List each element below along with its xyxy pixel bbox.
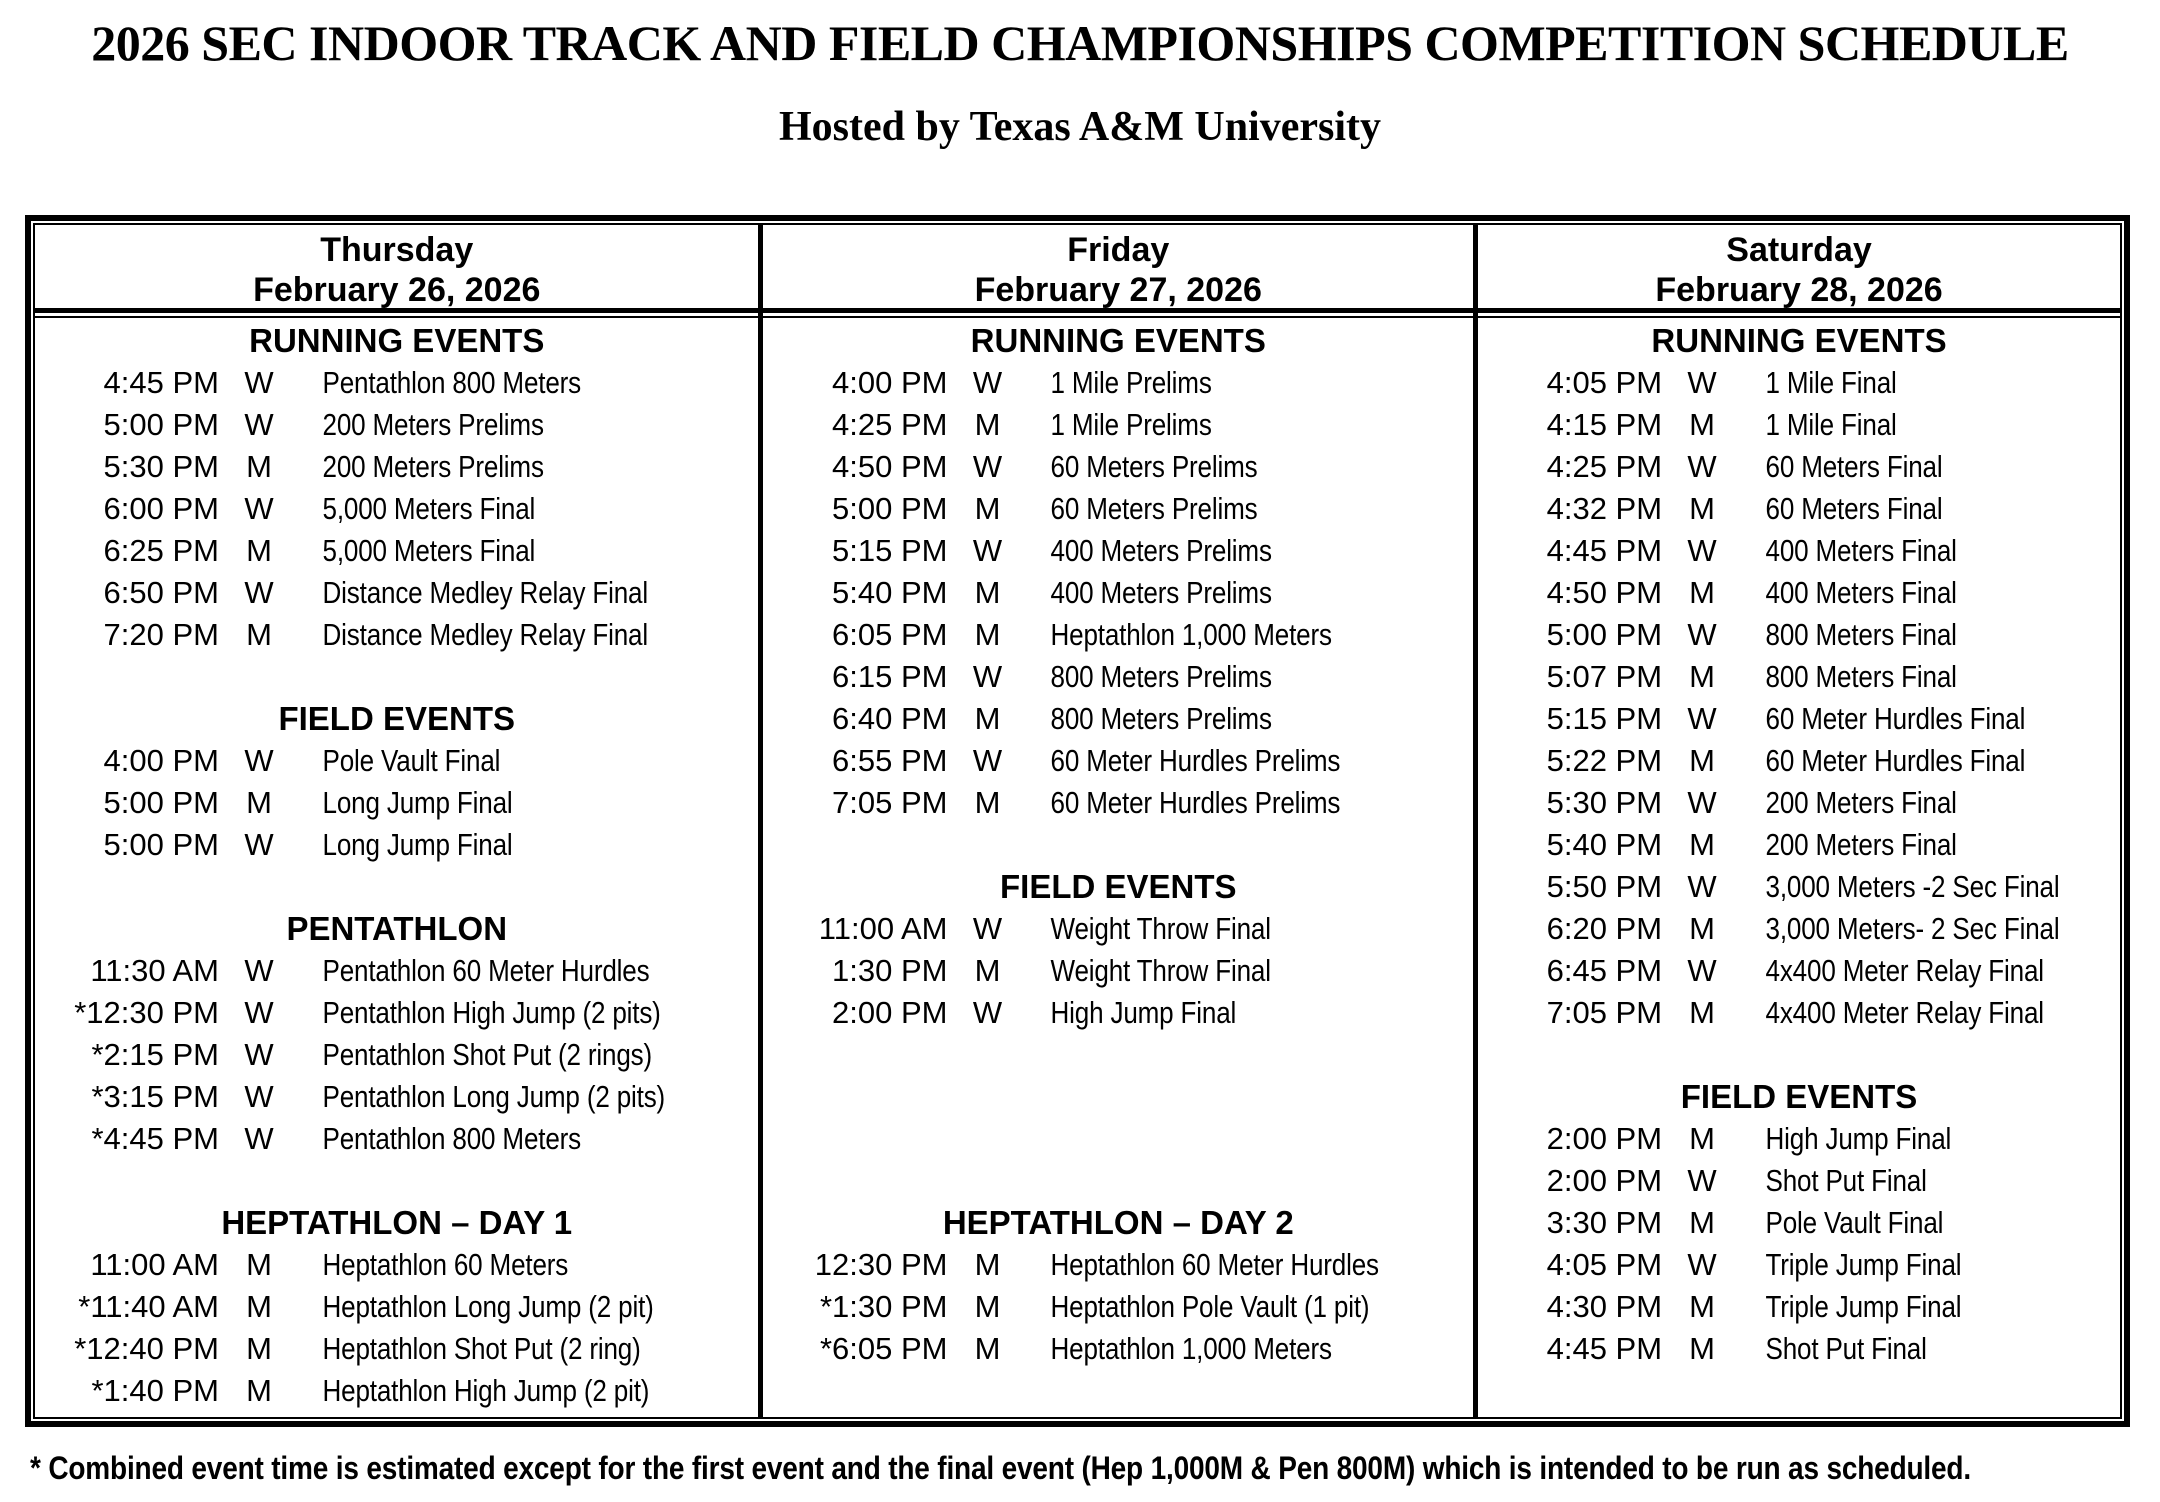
event-gender: M xyxy=(974,1247,1001,1282)
event-time: *11:40 AM xyxy=(78,1289,219,1324)
event-gender: W xyxy=(244,743,274,778)
event-row xyxy=(1478,404,2120,446)
event-time: *2:15 PM xyxy=(91,1037,219,1072)
event-row xyxy=(763,362,1473,404)
event-time: *12:40 PM xyxy=(74,1331,219,1366)
event-name: Triple Jump Final xyxy=(1765,1289,1962,1324)
event-gender: W xyxy=(1687,449,1717,484)
event-time: 2:00 PM xyxy=(832,995,948,1030)
event-name: Heptathlon 60 Meter Hurdles xyxy=(1051,1247,1380,1282)
event-row xyxy=(35,782,758,824)
event-name: 1 Mile Prelims xyxy=(1051,407,1213,442)
event-name: Heptathlon 60 Meters xyxy=(322,1247,569,1282)
event-name: 5,000 Meters Final xyxy=(322,533,536,568)
event-name: 200 Meters Final xyxy=(1765,785,1957,820)
event-row xyxy=(763,782,1473,824)
event-row xyxy=(1478,824,2120,866)
event-gender: W xyxy=(1687,533,1717,568)
event-row xyxy=(1478,656,2120,698)
event-time: 5:07 PM xyxy=(1546,659,1663,694)
event-time: 4:30 PM xyxy=(1546,1289,1663,1324)
event-name: 800 Meters Final xyxy=(1765,659,1957,694)
event-row xyxy=(35,1118,758,1160)
event-row xyxy=(1478,1286,2120,1328)
event-name: Long Jump Final xyxy=(322,785,513,820)
event-gender: M xyxy=(1689,1331,1715,1366)
event-time: 4:45 PM xyxy=(1546,1331,1663,1366)
event-row xyxy=(1478,950,2120,992)
event-row xyxy=(35,992,758,1034)
event-row xyxy=(1478,1328,2120,1370)
event-name: Long Jump Final xyxy=(322,827,513,862)
event-row xyxy=(35,1286,758,1328)
event-name: 60 Meter Hurdles Prelims xyxy=(1051,785,1341,820)
event-row xyxy=(35,362,758,404)
event-row xyxy=(763,1328,1473,1370)
event-row xyxy=(763,1286,1473,1328)
spacer xyxy=(763,1118,1473,1160)
event-gender: M xyxy=(1689,827,1715,862)
event-gender: M xyxy=(246,617,272,652)
event-gender: W xyxy=(972,995,1003,1030)
event-gender: W xyxy=(244,365,274,400)
event-name: 200 Meters Prelims xyxy=(322,449,544,484)
event-gender: W xyxy=(244,407,274,442)
event-row xyxy=(1478,698,2120,740)
event-time: 6:20 PM xyxy=(1546,911,1663,946)
event-gender: W xyxy=(1687,869,1717,904)
event-name: 60 Meter Hurdles Final xyxy=(1765,701,2026,736)
event-row xyxy=(35,446,758,488)
event-row xyxy=(1478,1244,2120,1286)
event-row xyxy=(35,740,758,782)
day-date: February 28, 2026 xyxy=(1655,271,1943,309)
event-time: *3:15 PM xyxy=(91,1079,219,1114)
event-row xyxy=(35,530,758,572)
event-name: Shot Put Final xyxy=(1765,1331,1927,1366)
event-time: 4:15 PM xyxy=(1546,407,1663,442)
section-heading: FIELD EVENTS xyxy=(1000,868,1237,905)
event-name: 4x400 Meter Relay Final xyxy=(1765,953,2044,988)
event-time: 5:00 PM xyxy=(103,827,219,862)
event-row xyxy=(763,488,1473,530)
event-row xyxy=(763,530,1473,572)
event-gender: M xyxy=(1689,743,1715,778)
event-gender: W xyxy=(1687,365,1717,400)
event-name: 60 Meters Final xyxy=(1765,449,1943,484)
event-gender: W xyxy=(972,533,1003,568)
event-name: 400 Meters Prelims xyxy=(1051,575,1273,610)
event-name: 60 Meter Hurdles Final xyxy=(1765,743,2026,778)
event-gender: W xyxy=(1687,701,1717,736)
event-gender: M xyxy=(1689,407,1715,442)
event-time: 5:30 PM xyxy=(1546,785,1663,820)
event-row xyxy=(1478,362,2120,404)
day-body xyxy=(35,316,758,1412)
event-row xyxy=(1478,1202,2120,1244)
day-body xyxy=(1478,316,2120,1370)
event-time: *12:30 PM xyxy=(74,995,219,1030)
event-row xyxy=(763,656,1473,698)
event-time: 5:00 PM xyxy=(832,491,948,526)
event-gender: W xyxy=(972,365,1003,400)
day-column-friday xyxy=(763,225,1478,1417)
spacer xyxy=(35,656,758,698)
spacer xyxy=(763,1034,1473,1076)
event-time: 4:00 PM xyxy=(832,365,948,400)
event-gender: M xyxy=(1689,995,1715,1030)
event-row xyxy=(763,992,1473,1034)
event-name: 4x400 Meter Relay Final xyxy=(1765,995,2044,1030)
event-name: Triple Jump Final xyxy=(1765,1247,1962,1282)
event-time: 4:05 PM xyxy=(1546,365,1663,400)
event-name: High Jump Final xyxy=(1765,1121,1952,1156)
event-name: 400 Meters Prelims xyxy=(1051,533,1273,568)
event-time: *1:40 PM xyxy=(91,1373,219,1408)
spacer xyxy=(763,1160,1473,1202)
day-name: Friday xyxy=(1067,231,1170,269)
event-gender: M xyxy=(1689,1121,1715,1156)
event-time: 4:32 PM xyxy=(1546,491,1663,526)
event-name: 400 Meters Final xyxy=(1765,575,1957,610)
event-name: High Jump Final xyxy=(1051,995,1237,1030)
event-row xyxy=(763,740,1473,782)
event-name: Heptathlon Long Jump (2 pit) xyxy=(322,1289,654,1324)
event-name: 800 Meters Prelims xyxy=(1051,659,1273,694)
event-time: 5:40 PM xyxy=(832,575,948,610)
event-time: 7:20 PM xyxy=(103,617,219,652)
event-gender: W xyxy=(972,743,1003,778)
event-row xyxy=(1478,992,2120,1034)
day-name: Saturday xyxy=(1726,231,1872,269)
event-gender: W xyxy=(244,491,274,526)
event-row xyxy=(763,698,1473,740)
event-row xyxy=(1478,908,2120,950)
section-heading: FIELD EVENTS xyxy=(1680,1078,1918,1115)
event-name: 400 Meters Final xyxy=(1765,533,1957,568)
event-name: Heptathlon Pole Vault (1 pit) xyxy=(1051,1289,1370,1324)
spacer xyxy=(763,824,1473,866)
section-heading: HEPTATHLON – DAY 1 xyxy=(221,1204,573,1241)
event-name: Pentathlon Long Jump (2 pits) xyxy=(322,1079,666,1114)
event-row xyxy=(1478,446,2120,488)
event-gender: W xyxy=(1687,785,1717,820)
event-gender: M xyxy=(246,1373,272,1408)
event-time: 5:15 PM xyxy=(832,533,948,568)
event-row xyxy=(35,1370,758,1412)
event-row xyxy=(763,1244,1473,1286)
event-row xyxy=(1478,572,2120,614)
event-row xyxy=(1478,782,2120,824)
event-row xyxy=(35,614,758,656)
event-name: 60 Meters Prelims xyxy=(1051,449,1258,484)
event-name: 200 Meters Final xyxy=(1765,827,1957,862)
event-gender: W xyxy=(244,575,274,610)
event-gender: M xyxy=(246,533,272,568)
section-heading: RUNNING EVENTS xyxy=(970,322,1266,359)
event-gender: M xyxy=(974,785,1001,820)
event-time: 11:00 AM xyxy=(90,1247,219,1282)
event-name: Pole Vault Final xyxy=(1765,1205,1944,1240)
event-gender: W xyxy=(244,827,274,862)
event-row xyxy=(1478,530,2120,572)
section-heading: HEPTATHLON – DAY 2 xyxy=(942,1204,1294,1241)
event-name: Pentathlon 60 Meter Hurdles xyxy=(322,953,650,988)
event-row xyxy=(763,404,1473,446)
event-time: 4:50 PM xyxy=(1546,575,1663,610)
event-time: 4:05 PM xyxy=(1546,1247,1663,1282)
event-name: 3,000 Meters- 2 Sec Final xyxy=(1765,911,2060,946)
event-row xyxy=(1478,1118,2120,1160)
event-row xyxy=(1478,866,2120,908)
event-gender: M xyxy=(974,407,1001,442)
event-time: 5:22 PM xyxy=(1546,743,1663,778)
event-gender: M xyxy=(246,449,272,484)
event-name: Weight Throw Final xyxy=(1051,911,1272,946)
event-gender: W xyxy=(244,1121,274,1156)
event-time: 6:25 PM xyxy=(103,533,219,568)
event-time: 2:00 PM xyxy=(1546,1163,1663,1198)
event-row xyxy=(35,824,758,866)
event-name: 800 Meters Final xyxy=(1765,617,1957,652)
event-name: 1 Mile Final xyxy=(1765,365,1897,400)
event-time: 5:00 PM xyxy=(103,407,219,442)
event-gender: M xyxy=(974,491,1001,526)
event-time: 6:45 PM xyxy=(1546,953,1663,988)
event-name: 3,000 Meters -2 Sec Final xyxy=(1765,869,2060,904)
event-name: Heptathlon Shot Put (2 ring) xyxy=(322,1331,641,1366)
event-gender: M xyxy=(246,1331,272,1366)
event-time: 6:00 PM xyxy=(103,491,219,526)
section-heading: PENTATHLON xyxy=(286,910,508,947)
event-time: 11:00 AM xyxy=(818,911,948,946)
event-time: 5:00 PM xyxy=(1546,617,1663,652)
event-time: 4:00 PM xyxy=(103,743,219,778)
event-name: 60 Meters Final xyxy=(1765,491,1943,526)
event-time: 5:40 PM xyxy=(1546,827,1663,862)
event-row xyxy=(35,404,758,446)
event-name: Heptathlon High Jump (2 pit) xyxy=(322,1373,650,1408)
event-time: 7:05 PM xyxy=(1546,995,1663,1030)
event-gender: M xyxy=(1689,1205,1715,1240)
event-gender: W xyxy=(1687,617,1717,652)
event-time: 4:45 PM xyxy=(103,365,219,400)
event-row xyxy=(35,1076,758,1118)
section-heading: RUNNING EVENTS xyxy=(1651,322,1947,359)
event-row xyxy=(35,572,758,614)
spacer xyxy=(35,1160,758,1202)
schedule-table xyxy=(25,215,2130,1427)
event-time: 6:50 PM xyxy=(103,575,219,610)
event-time: 6:40 PM xyxy=(832,701,948,736)
schedule-table-inner-frame xyxy=(33,223,2122,1419)
event-gender: W xyxy=(972,659,1003,694)
event-name: Pole Vault Final xyxy=(322,743,501,778)
event-row xyxy=(763,950,1473,992)
day-column-saturday xyxy=(1478,225,2120,1417)
spacer xyxy=(763,1076,1473,1118)
event-name: Pentathlon High Jump (2 pits) xyxy=(322,995,661,1030)
event-name: 800 Meters Prelims xyxy=(1051,701,1273,736)
event-name: Heptathlon 1,000 Meters xyxy=(1051,1331,1333,1366)
event-gender: W xyxy=(244,1079,274,1114)
day-column-thursday xyxy=(35,225,763,1417)
event-time: 3:30 PM xyxy=(1546,1205,1663,1240)
event-row xyxy=(1478,488,2120,530)
event-time: 5:15 PM xyxy=(1546,701,1663,736)
page-title: 2026 SEC INDOOR TRACK AND FIELD CHAMPIONSHIPS COMPETITION SCHEDULE xyxy=(91,15,2069,71)
event-gender: M xyxy=(246,785,272,820)
event-gender: M xyxy=(1689,659,1715,694)
event-row xyxy=(763,572,1473,614)
event-gender: M xyxy=(1689,911,1715,946)
section-heading: FIELD EVENTS xyxy=(278,700,515,737)
event-row xyxy=(1478,1160,2120,1202)
event-gender: M xyxy=(1689,491,1715,526)
event-gender: M xyxy=(974,953,1001,988)
event-name: 1 Mile Prelims xyxy=(1051,365,1213,400)
event-time: 12:30 PM xyxy=(814,1247,948,1282)
event-time: *6:05 PM xyxy=(819,1331,948,1366)
event-row xyxy=(35,1034,758,1076)
event-row xyxy=(35,488,758,530)
event-gender: M xyxy=(246,1289,272,1324)
event-gender: M xyxy=(1689,1289,1715,1324)
event-time: 2:00 PM xyxy=(1546,1121,1663,1156)
event-gender: M xyxy=(246,1247,272,1282)
spacer xyxy=(35,866,758,908)
event-name: Distance Medley Relay Final xyxy=(322,575,648,610)
day-body xyxy=(763,316,1473,1370)
day-date: February 27, 2026 xyxy=(974,271,1262,309)
event-time: *1:30 PM xyxy=(819,1289,948,1324)
event-name: 60 Meters Prelims xyxy=(1051,491,1258,526)
event-gender: M xyxy=(974,701,1001,736)
event-name: Weight Throw Final xyxy=(1051,953,1272,988)
event-time: 6:15 PM xyxy=(832,659,948,694)
event-name: Pentathlon 800 Meters xyxy=(322,365,582,400)
event-time: 7:05 PM xyxy=(832,785,948,820)
day-name: Thursday xyxy=(320,231,474,269)
event-time: 6:05 PM xyxy=(832,617,948,652)
footnote: * Combined event time is estimated except for the first event and the final event (Hep 1,000M & Pen 800M) which is intended to be run as scheduled. xyxy=(30,1450,1971,1486)
event-gender: M xyxy=(1689,575,1715,610)
event-gender: W xyxy=(1687,1163,1717,1198)
event-name: Distance Medley Relay Final xyxy=(322,617,648,652)
event-time: 11:30 AM xyxy=(90,953,219,988)
event-name: Pentathlon Shot Put (2 rings) xyxy=(322,1037,653,1072)
event-name: Shot Put Final xyxy=(1765,1163,1927,1198)
event-name: 200 Meters Prelims xyxy=(322,407,544,442)
section-heading: RUNNING EVENTS xyxy=(249,322,545,359)
spacer xyxy=(1478,1034,2120,1076)
day-date: February 26, 2026 xyxy=(253,271,541,309)
event-time: 4:45 PM xyxy=(1546,533,1663,568)
event-gender: M xyxy=(974,1289,1001,1324)
event-time: 4:25 PM xyxy=(832,407,948,442)
event-gender: W xyxy=(972,449,1003,484)
event-time: *4:45 PM xyxy=(91,1121,219,1156)
event-name: Heptathlon 1,000 Meters xyxy=(1051,617,1333,652)
event-time: 5:00 PM xyxy=(103,785,219,820)
event-name: 60 Meter Hurdles Prelims xyxy=(1051,743,1341,778)
event-row xyxy=(763,614,1473,656)
event-row xyxy=(763,446,1473,488)
event-time: 5:30 PM xyxy=(103,449,219,484)
event-row xyxy=(1478,614,2120,656)
event-gender: W xyxy=(1687,953,1717,988)
day-header xyxy=(1478,225,2120,313)
event-name: 5,000 Meters Final xyxy=(322,491,536,526)
event-gender: M xyxy=(974,617,1001,652)
day-header xyxy=(763,225,1473,313)
event-row xyxy=(763,908,1473,950)
event-time: 4:25 PM xyxy=(1546,449,1663,484)
event-gender: W xyxy=(244,1037,274,1072)
event-time: 6:55 PM xyxy=(832,743,948,778)
event-gender: W xyxy=(244,995,274,1030)
event-row xyxy=(35,1328,758,1370)
event-name: Pentathlon 800 Meters xyxy=(322,1121,582,1156)
event-gender: W xyxy=(972,911,1003,946)
event-gender: M xyxy=(974,575,1001,610)
event-time: 4:50 PM xyxy=(832,449,948,484)
event-gender: W xyxy=(244,953,274,988)
event-time: 5:50 PM xyxy=(1546,869,1663,904)
event-time: 1:30 PM xyxy=(832,953,948,988)
page-subtitle: Hosted by Texas A&M University xyxy=(778,104,1382,150)
event-row xyxy=(1478,740,2120,782)
event-gender: M xyxy=(974,1331,1001,1366)
event-name: 1 Mile Final xyxy=(1765,407,1897,442)
event-row xyxy=(35,950,758,992)
event-gender: W xyxy=(1687,1247,1717,1282)
day-header xyxy=(35,225,758,313)
event-row xyxy=(35,1244,758,1286)
